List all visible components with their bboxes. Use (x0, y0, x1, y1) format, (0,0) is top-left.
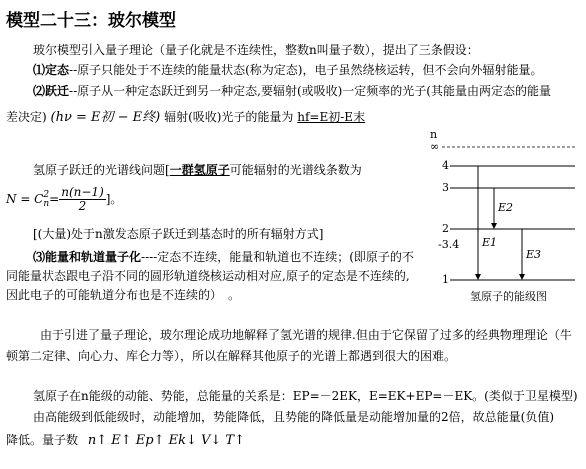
summary-line-2: 顿第二定律、向心力、库仑力等），所以在解释其他原子的光谱上都遇到很大的困难。 (6, 349, 457, 363)
energy-level-diagram (430, 128, 580, 303)
formula-sub: n (43, 198, 50, 209)
summary-line-1: 由于引进了量子理论，玻尔理论成功地解释了氢光谱的规律.但由于它保留了过多的经典物理理论（牛 (40, 328, 572, 342)
hypothesis-3-label: ⑶能量和轨道量子化 (33, 250, 142, 264)
formula-tail: ]。 (105, 192, 123, 206)
level-label-3: 3 (442, 181, 449, 194)
fraction-denominator: 2 (78, 199, 87, 213)
fraction-numerator: n(n−1) (61, 185, 104, 199)
hypothesis-2-text2: 差决定) (6, 110, 47, 124)
energy-line-3-text: 降低。量子数 (6, 433, 79, 447)
level-energy-2: -3.4 (438, 238, 460, 251)
photon-energy-formula-2: hf=E初-E末 (297, 110, 366, 124)
transition-arrowhead-e1 (475, 274, 481, 280)
energy-line-3 (6, 433, 245, 448)
energy-line-2: 由高能级到低能级时，动能增加，势能降低，且势能的降低量是动能增加量的2倍，故总能量(负值) (33, 410, 555, 424)
formula-eq: = (49, 192, 60, 206)
formula-sup: 2 (43, 189, 50, 200)
page-title: 模型二十三：玻尔模型 (6, 11, 176, 31)
level-label-n: n (430, 128, 438, 141)
spectra-note: [(大量)处于n激发态原子跃迁到基态时的所有辐射方式] (33, 227, 324, 241)
transition-arrowhead-e3 (519, 274, 525, 280)
formula-fraction (59, 186, 106, 213)
level-label-1: 1 (442, 273, 449, 286)
spectra-text-b: 可能辐射的光谱线条数为 (229, 163, 362, 177)
transition-arrowhead-e2 (491, 223, 497, 229)
level-label-infinity: ∞ (430, 140, 440, 153)
hypothesis-3-text: ----定态不连续，能量和轨道也不连续；(即原子的不 (141, 250, 414, 264)
quantum-number-trend: n↑ E↑ Ep↑ Ek↓ V↓ T↑ (87, 433, 245, 448)
energy-line-1: 氢原子在n能级的动能、势能，总能量的关系是：EP=－2EK，E=EK+EP=－EK。(类似于卫星模型) (33, 389, 578, 403)
photon-energy-formula: (hν = E初 − E终) (50, 110, 161, 125)
spectra-text-a: 氢原子跃迁的光谱线问题[ (33, 163, 170, 177)
hypothesis-2-text3: 辐射(吸收)光子的能量为 (164, 110, 294, 124)
spectra-line (33, 163, 362, 178)
spectra-underlined: 一群氢原子 (169, 163, 230, 177)
formula-lhs: N = C (6, 192, 44, 206)
transition-label-e2: E2 (498, 201, 514, 214)
spectral-lines-formula (6, 186, 122, 213)
hypothesis-1-label: ⑴定态 (33, 63, 70, 77)
hypothesis-3-line3: 因此电子的可能轨道分布也是不连续的） 。 (6, 288, 241, 302)
hypothesis-2-text: --原子从一种定态跃迁到另一种定态,要辐射(或吸收)一定频率的光子(其能量由两定态的能量 (69, 84, 551, 98)
hypothesis-1 (33, 63, 543, 78)
level-label-4: 4 (442, 159, 449, 172)
hypothesis-2-line2 (6, 110, 365, 125)
intro-text: 玻尔模型引入量子理论（量子化就是不连续性，整数n叫量子数），提出了三条假设： (33, 43, 479, 57)
level-label-2: 2 (442, 222, 449, 235)
diagram-caption: 氢原子的能级图 (470, 290, 547, 303)
hypothesis-3-line2: 同能量状态跟电子沿不同的圆形轨道绕核运动相对应,原子的定态是不连续的, (6, 269, 410, 283)
hypothesis-2 (33, 84, 551, 99)
transition-label-e1: E1 (482, 236, 498, 249)
hypothesis-2-label: ⑵跃迁 (33, 84, 70, 98)
hypothesis-3 (33, 250, 414, 265)
hypothesis-1-text: --原子只能处于不连续的能量状态(称为定态)，电子虽然绕核运转，但不会向外辐射能量。 (69, 63, 543, 77)
transition-label-e3: E3 (526, 248, 542, 261)
